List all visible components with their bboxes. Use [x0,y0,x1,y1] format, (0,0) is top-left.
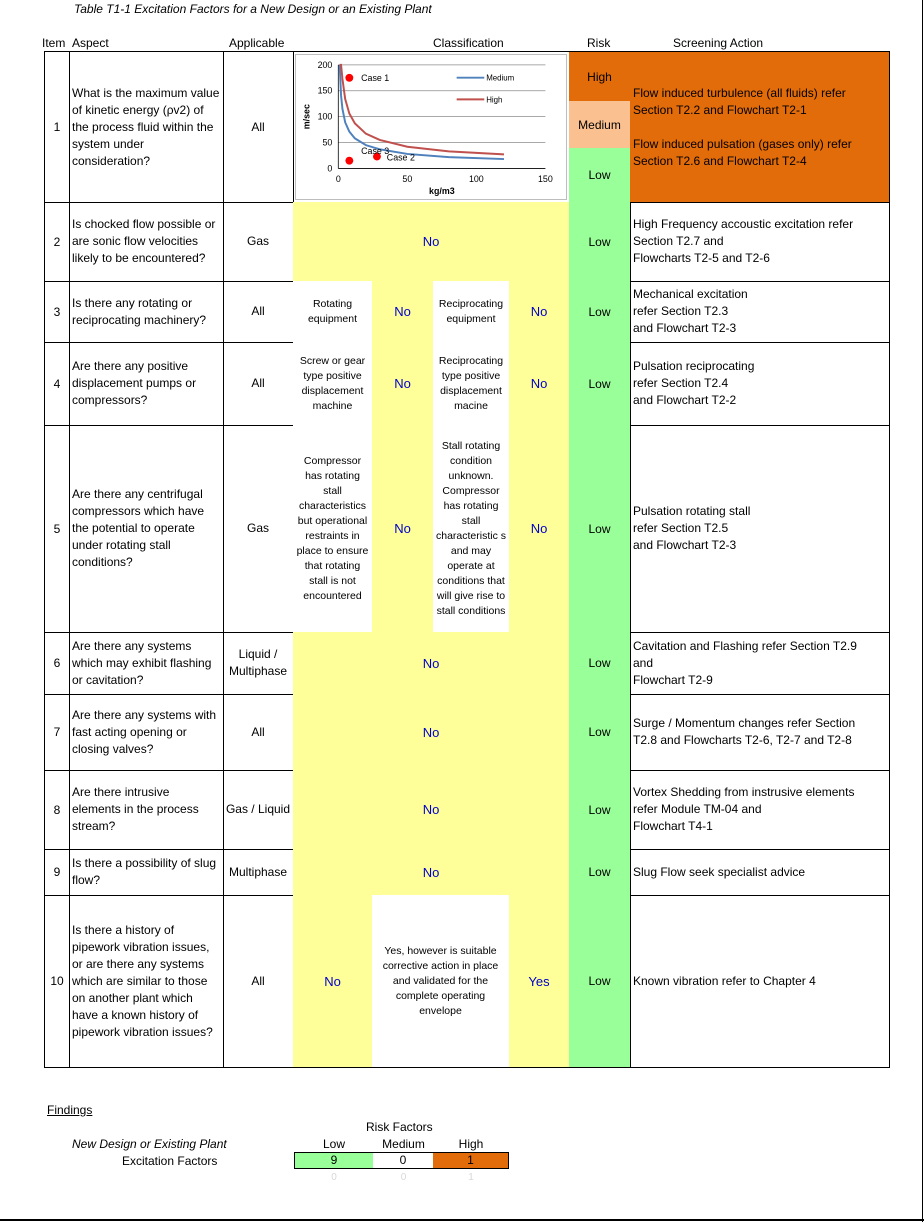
header-classification: Classification [433,36,504,50]
row-aspect: Are there intrusive elements in the process stream? [69,770,224,850]
risk-value: Low [569,342,631,426]
action-line: Cavitation and Flashing refer Section T2.9 [633,638,857,653]
classification-value: No [293,632,570,695]
classification-value: No [293,694,570,771]
legend-label: High [486,95,503,105]
row-screening-action [630,849,890,896]
header-risk: Risk [587,36,611,50]
row-aspect: Are there any systems which may exhibit flashing or cavitation? [69,632,224,695]
table-title: Table T1-1 Excitation Factors for a New Design or an Existing Plant [74,2,432,16]
classification-option-label: Reciprocating type positive displacement macine [433,342,509,426]
legend-label: Medium [486,73,515,83]
ghost-low-count: 0 [331,1172,337,1183]
action-line: Flowcharts T2-5 and T2-6 [633,251,770,265]
classification-value: No [509,425,570,633]
case-point [345,157,353,165]
row-number: 9 [44,849,70,896]
action-line: Slug Flow seek specialist advice [633,864,806,879]
classification-value: No [372,281,434,343]
row-screening-action [630,281,890,343]
header-applicable: Applicable [229,36,285,50]
action-line: and Flowchart T2-3 [633,538,737,552]
action-line: refer Section T2.5 [633,521,729,535]
classification-option-label: Compressor has rotating stall characteristics but operational restraints in place to ensure that rotating stall is not encountered [293,425,373,633]
x-tick-label: 50 [402,174,413,185]
row-applicable: All [223,895,294,1068]
action-line: and [633,655,654,670]
header-aspect: Aspect [72,36,109,50]
findings-label-plant: New Design or Existing Plant [72,1137,227,1151]
risk-value: Low [569,895,631,1068]
classification-value: Yes [509,895,570,1068]
row-applicable: Gas / Liquid [223,770,294,850]
findings-title: Findings [47,1103,93,1117]
case-point [345,74,353,82]
risk-factors-title: Risk Factors [366,1120,433,1134]
y-tick-label: 50 [322,137,333,148]
action-line: Vortex Shedding from instrusive elements [633,785,855,799]
classification-value: No [372,342,434,426]
risk-value: Low [569,425,631,633]
risk-value: Low [569,281,631,343]
x-tick-label: 0 [335,174,341,185]
chart-axes [302,60,553,196]
classification-chart-cell [293,51,570,203]
row-number: 10 [44,895,70,1068]
row-applicable: Liquid / Multiphase [223,632,294,695]
row-aspect: Is there any rotating or reciprocating machinery? [69,281,224,343]
action-line: Flow induced pulsation (gases only) refer Section T2.6 and Flowchart T2-4 [633,136,852,168]
row-screening-action [630,895,890,1068]
action-line: Flowchart T4-1 [633,819,713,833]
classification-value: No [293,895,373,1068]
action-line: Known vibration refer to Chapter 4 [633,973,816,988]
row-applicable: Multiphase [223,849,294,896]
header-item: Item [42,36,66,50]
risk-factor-medium-count: 0 [373,1152,434,1169]
classification-option-label: Stall rotating condition unknown. Compressor has rotating stall characteristic s and may operate at conditions that will give rise to stall conditions [433,425,509,633]
row-aspect: What is the maximum value of kinetic energy (ρv2) of the process fluid within the system under consideration? [69,51,224,203]
x-axis-label: kg/m3 [429,186,455,197]
action-line: Mechanical excitation [633,287,748,301]
classification-option-label: Yes, however is suitable corrective action in place and validated for the complete operating envelope [372,895,509,1068]
ghost-high-count: 1 [468,1172,474,1183]
classification-value: No [509,281,570,343]
classification-value: No [509,342,570,426]
risk-low: Low [569,148,631,203]
row-screening-action [630,342,890,426]
action-line: and Flowchart T2-2 [633,393,737,407]
header-screening-action: Screening Action [673,36,764,50]
risk-value: Low [569,770,631,850]
row-number: 2 [44,202,70,282]
classification-option-label: Reciprocating equipment [433,281,509,343]
row-screening-action [630,694,890,771]
y-tick-label: 100 [317,111,333,122]
row-screening-action [630,770,890,850]
row-screening-action [630,632,890,695]
classification-value: No [293,202,570,282]
classification-option-label: Rotating equipment [293,281,373,343]
action-line: Flowchart T2-9 [633,672,713,687]
row-applicable: Gas [223,202,294,282]
x-tick-label: 150 [538,174,553,185]
risk-value: Low [569,694,631,771]
case-label: Case 2 [386,152,415,163]
action-line: refer Section T2.3 [633,304,729,318]
row-number: 7 [44,694,70,771]
risk-factor-high-count: 1 [433,1152,509,1169]
action-line: Surge / Momentum changes refer Section [633,716,856,730]
row-screening-action [630,51,890,203]
row-number: 6 [44,632,70,695]
classification-value: No [372,425,434,633]
row-screening-action [630,202,890,282]
risk-factor-low-count: 9 [294,1152,374,1169]
row-aspect: Is there a history of pipework vibration issues, or are there any systems which are similar to those on another plant which have a known history of pipework vibration issues? [69,895,224,1068]
chart-legend [457,74,515,105]
case-label: Case 3 [361,145,390,156]
risk-value: Low [569,632,631,695]
chart-points [345,73,415,165]
row-number: 5 [44,425,70,633]
classification-value: No [293,770,570,850]
findings-label-excitation: Excitation Factors [122,1154,218,1168]
x-tick-label: 100 [468,174,484,185]
row-aspect: Are there any systems with fast acting opening or closing valves? [69,694,224,771]
row-number: 4 [44,342,70,426]
row-applicable: All [223,281,294,343]
action-line: High Frequency accoustic excitation refer [633,217,854,231]
y-axis-label: m/sec [301,104,312,130]
y-tick-label: 0 [327,163,333,174]
action-line: refer Module TM-04 and [633,802,762,816]
risk-factor-medium-label: Medium [382,1137,425,1151]
risk-factor-low-label: Low [322,1137,345,1151]
row-number: 8 [44,770,70,850]
action-line: Section T2.7 and [633,234,724,248]
row-screening-action [630,425,890,633]
y-tick-label: 150 [317,85,333,96]
risk-value: Low [569,849,631,896]
risk-factor-high-label: High [458,1137,484,1151]
case-label: Case 1 [361,72,390,83]
action-line: Pulsation rotating stall [633,504,751,518]
action-line: T2.8 and Flowcharts T2-6, T2-7 and T2-8 [633,733,852,747]
action-line: Pulsation reciprocating [633,359,755,373]
row-aspect: Is there a possibility of slug flow? [69,849,224,896]
row-applicable: Gas [223,425,294,633]
row-aspect: Is chocked flow possible or are sonic flow velocities likely to be encountered? [69,202,224,282]
row-applicable: All [223,51,294,203]
ghost-medium-count: 0 [400,1172,407,1183]
row-applicable: All [223,694,294,771]
risk-value: Low [569,202,631,282]
classification-value: No [293,849,570,896]
row-aspect: Are there any centrifugal compressors which have the potential to operate under rotating stall conditions? [69,425,224,633]
risk-medium: Medium [569,101,631,148]
classification-option-label: Screw or gear type positive displacement machine [293,342,373,426]
action-line: refer Section T2.4 [633,376,729,390]
row-applicable: All [223,342,294,426]
action-line: Flow induced turbulence (all fluids) refer Section T2.2 and Flowchart T2-1 [633,85,846,117]
action-line: and Flowchart T2-3 [633,321,737,335]
kinetic-energy-chart [295,54,567,200]
page-frame-bottom [0,1219,924,1221]
risk-high: High [569,51,631,101]
row-number: 3 [44,281,70,343]
y-tick-label: 200 [317,59,333,70]
row-number: 1 [44,51,70,203]
row-aspect: Are there any positive displacement pumps or compressors? [69,342,224,426]
page-frame-right [922,0,923,1222]
